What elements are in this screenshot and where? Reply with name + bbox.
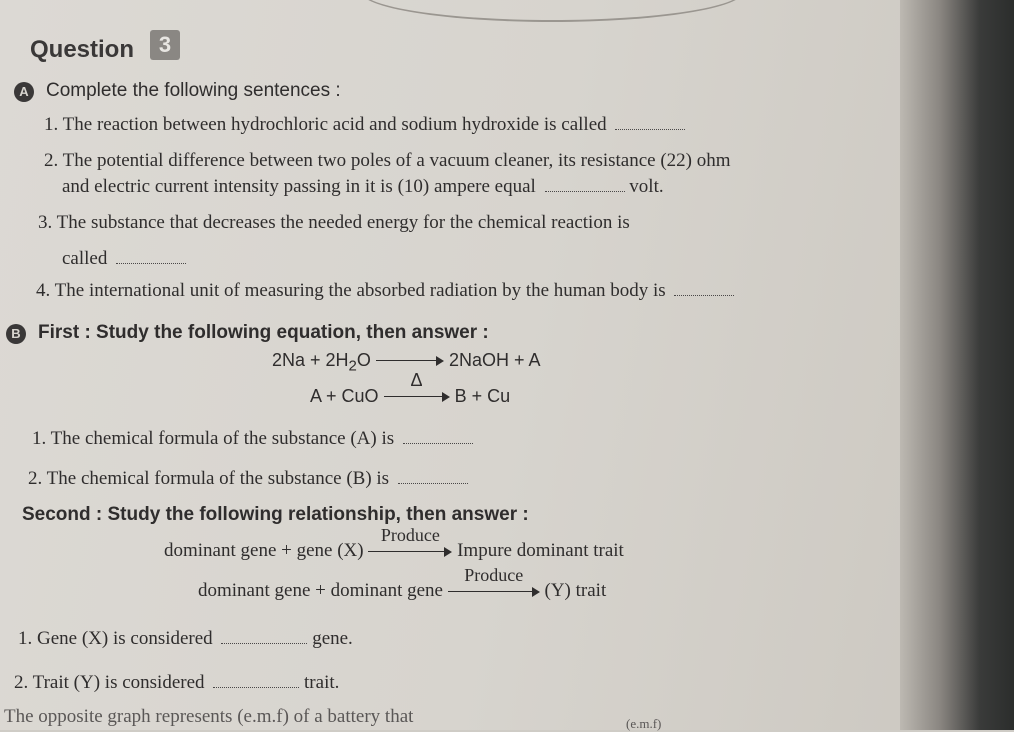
relationship-1: [164, 524, 624, 562]
eq1-products: 2NaOH + A: [448, 350, 541, 370]
rel1-left: dominant gene + gene (X): [164, 540, 364, 561]
item-number: 1.: [44, 114, 59, 135]
eq1-subscript: 2: [348, 357, 357, 375]
background-shadow: [900, 0, 1014, 730]
a-item-2-cont: [62, 176, 664, 198]
heat-label: Δ: [410, 370, 423, 391]
answer-blank[interactable]: [116, 262, 186, 264]
item-text: Gene (X) is considered: [37, 628, 213, 649]
item-text: and electric current intensity passing in it is (10) ampere equal: [62, 176, 536, 197]
question-number: 3: [150, 30, 180, 60]
produce-arrow: [448, 564, 540, 597]
first-heading-text: First : Study the following equation, then answer :: [38, 322, 489, 343]
eq2-products: B + Cu: [454, 386, 511, 406]
item-text: called: [62, 248, 108, 269]
reaction-arrow: [376, 356, 444, 366]
answer-blank[interactable]: [545, 190, 625, 192]
answer-blank[interactable]: [398, 482, 468, 484]
produce-label: Produce: [380, 524, 440, 545]
item-text: Trait (Y) is considered: [32, 672, 205, 693]
item-number: 1.: [18, 628, 33, 649]
b-second-item-1: [18, 628, 353, 650]
item-number: 2.: [44, 150, 59, 171]
b-first-item-2: [28, 468, 468, 490]
cutoff-right-label: (e.m.f): [626, 716, 662, 731]
question-label: Question: [30, 36, 135, 63]
part-b-badge: B: [6, 324, 26, 344]
equation-2: [310, 370, 511, 407]
item-text: The substance that decreases the needed energy for the chemical reaction is: [56, 212, 630, 233]
eq1-reactants-end: O: [356, 350, 371, 370]
eq1-reactants: 2Na + 2H: [272, 350, 349, 370]
item-number: 2.: [14, 672, 29, 693]
item-unit: volt.: [629, 176, 664, 197]
answer-blank[interactable]: [674, 294, 734, 296]
rel2-left: dominant gene + dominant gene: [198, 580, 443, 601]
part-b-first-heading: [6, 322, 489, 344]
a-item-3: [38, 212, 630, 234]
cutoff-line: The opposite graph represents (e.m.f) of a battery that: [4, 706, 414, 727]
item-number: 2.: [28, 468, 43, 489]
a-item-3-cont: [62, 248, 186, 270]
item-number: 3.: [38, 212, 53, 233]
item-text: The chemical formula of the substance (A) is: [50, 428, 395, 449]
item-number: 4.: [36, 280, 51, 301]
part-a-heading: [14, 80, 341, 102]
a-item-4: [36, 280, 734, 302]
eq2-reactants: A + CuO: [310, 386, 379, 406]
item-tail: trait.: [304, 672, 340, 693]
item-tail: gene.: [312, 628, 353, 649]
relationship-2: [198, 564, 607, 602]
item-number: 1.: [32, 428, 47, 449]
b-second-item-2: [14, 672, 339, 694]
part-a-badge: A: [14, 82, 34, 102]
answer-blank[interactable]: [213, 686, 299, 688]
item-text: The reaction between hydrochloric acid and sodium hydroxide is called: [62, 114, 607, 135]
rel1-right: Impure dominant trait: [457, 540, 624, 561]
part-a-heading-text: Complete the following sentences :: [46, 80, 341, 101]
answer-blank[interactable]: [221, 642, 307, 644]
rel2-right: (Y) trait: [544, 580, 607, 601]
answer-blank[interactable]: [403, 442, 473, 444]
item-text: The potential difference between two poles of a vacuum cleaner, its resistance (22) ohm: [62, 150, 731, 171]
second-heading: Second : Study the following relationship, then answer :: [22, 504, 529, 525]
item-text: The chemical formula of the substance (B) is: [46, 468, 390, 489]
answer-blank[interactable]: [615, 128, 685, 130]
reaction-arrow: [384, 370, 450, 402]
a-item-2: [44, 150, 731, 172]
b-first-item-1: [32, 428, 473, 450]
a-item-1: [44, 114, 685, 136]
item-text: The international unit of measuring the absorbed radiation by the human body is: [54, 280, 666, 301]
produce-arrow: [368, 524, 452, 557]
produce-label: Produce: [464, 564, 524, 585]
